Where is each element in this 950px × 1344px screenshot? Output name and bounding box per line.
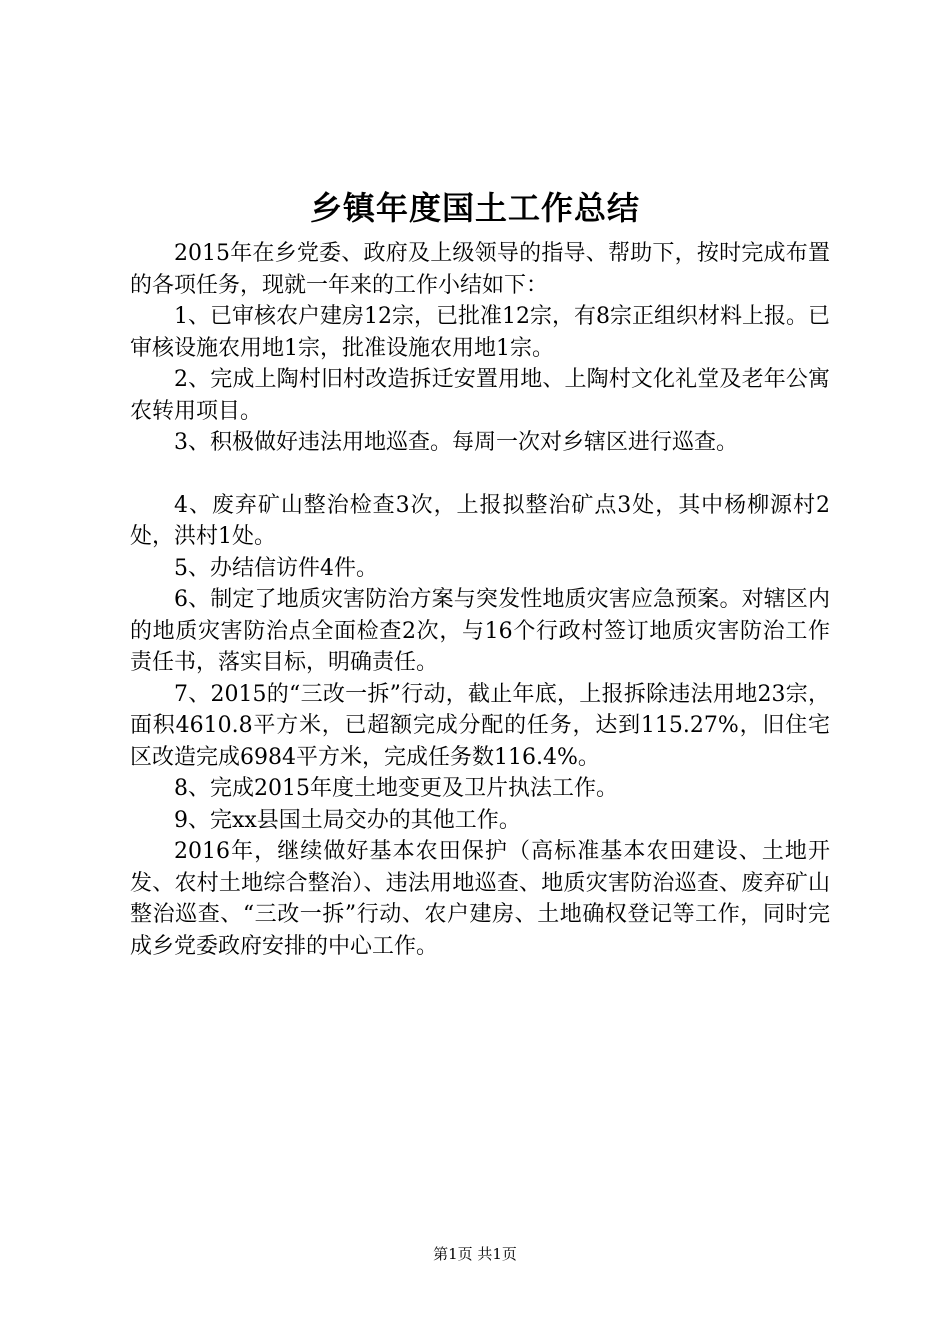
paragraph-item-7: 7、2015的“三改一拆”行动，截止年底，上报拆除违法用地23宗，面积4610.8平方米，已超额完成分配的任务，达到115.27%，旧住宅区改造完成6984平方米，完成任务数116.4%。 [130,681,830,770]
paragraph-intro: 2015年在乡党委、政府及上级领导的指导、帮助下，按时完成布置的各项任务，现就一年来的工作小结如下： [130,241,830,298]
paragraph-item-5: 5、办结信访件4件。 [174,555,378,581]
paragraph-item-2: 2、完成上陶村旧村改造拆迁安置用地、上陶村文化礼堂及老年公寓农转用项目。 [130,367,830,424]
document-body [130,238,830,962]
paragraph-item-6: 6、制定了地质灾害防治方案与突发性地质灾害应急预案。对辖区内的地质灾害防治点全面检查2次，与16个行政村签订地质灾害防治工作责任书，落实目标，明确责任。 [130,587,830,675]
page-number-footer: 第1页 共1页 [433,1245,517,1263]
paragraph-plan-2016: 2016年，继续做好基本农田保护（高标准基本农田建设、土地开发、农村土地综合整治）、违法用地巡查、地质灾害防治巡查、废弃矿山整治巡查、“三改一拆”行动、农户建房、土地确权登记等工作，同时完成乡党委政府安排的中心工作。 [130,839,830,959]
paragraph-item-9: 9、完xx县国土局交办的其他工作。 [174,807,521,833]
document-title: 乡镇年度国土工作总结 [309,189,640,227]
paragraph-item-1: 1、已审核农户建房12宗，已批准12宗，有8宗正组织材料上报。已审核设施农用地1宗，批准设施农用地1宗。 [130,304,830,361]
paragraph-item-4: 4、废弃矿山整治检查3次，上报拟整治矿点3处，其中杨柳源村2处，洪村1处。 [130,492,830,549]
paragraph-item-8: 8、完成2015年度土地变更及卫片执法工作。 [174,776,618,801]
paragraph-item-3: 3、积极做好违法用地巡查。每周一次对乡辖区进行巡查。 [174,430,738,455]
